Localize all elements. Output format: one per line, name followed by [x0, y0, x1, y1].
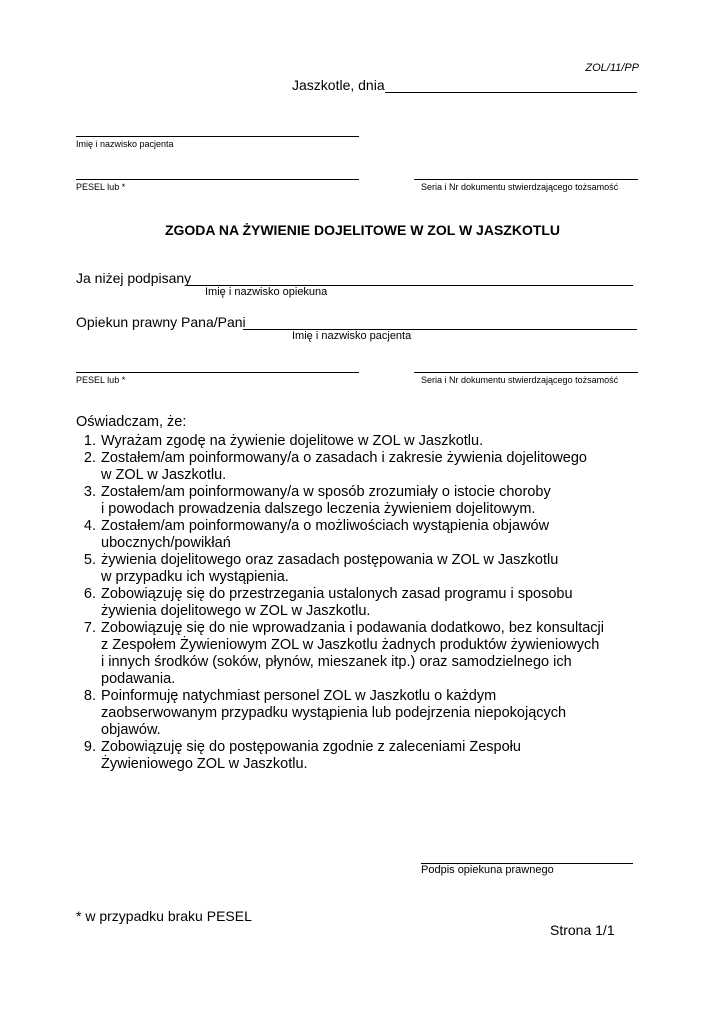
document-title: ZGODA NA ŻYWIENIE DOJELITOWE W ZOL W JASZKOTLU: [164, 222, 561, 238]
guardian-name-caption: Imię i nazwisko opiekuna: [205, 286, 328, 298]
signature-caption: Podpis opiekuna prawnego: [421, 864, 554, 876]
signer-prefix: Ja niżej podpisany: [76, 270, 192, 286]
date-field[interactable]: [385, 76, 637, 93]
declaration-item-number: 9.: [83, 739, 96, 755]
declaration-item-text: zaobserwowanym przypadku wystąpienia lub podejrzenia niepokojących: [101, 705, 567, 721]
declaration-item-number: 4.: [83, 518, 96, 534]
guardian-pesel-caption: PESEL lub *: [76, 375, 126, 385]
declaration-item-number: 3.: [83, 484, 96, 500]
patient-name-field[interactable]: [76, 120, 359, 137]
footnote: * w przypadku braku PESEL: [76, 908, 252, 924]
declaration-item-text: z Zespołem Żywieniowym ZOL w Jaszkotlu żadnych produktów żywieniowych: [101, 637, 600, 653]
signature-field[interactable]: [421, 847, 633, 864]
guardian-name-field[interactable]: [187, 269, 633, 286]
declaration-item-text: i powodach prowadzenia dalszego leczenia żywieniem dojelitowym.: [101, 501, 536, 517]
guardian-id-document-field[interactable]: [414, 356, 638, 373]
declaration-item-number: 8.: [83, 688, 96, 704]
declaration-item-text: ubocznych/powikłań: [101, 535, 231, 551]
ward-name-caption: Imię i nazwisko pacjenta: [292, 330, 412, 342]
patient-pesel-caption: PESEL lub *: [76, 182, 126, 192]
declaration-item-number: 6.: [83, 586, 96, 602]
declaration-item-number: 2.: [83, 450, 96, 466]
declaration-item-text: Zostałem/am poinformowany/a o możliwościach wystąpienia objawów: [101, 518, 550, 534]
declaration-intro: Oświadczam, że:: [76, 414, 187, 430]
patient-name-caption: Imię i nazwisko pacjenta: [76, 139, 174, 149]
declaration-item-number: 5.: [83, 552, 96, 568]
patient-id-document-field[interactable]: [414, 163, 638, 180]
place-date-label: Jaszkotle, dnia: [292, 77, 385, 93]
declaration-item-text: Zobowiązuję się do postępowania zgodnie z zaleceniami Zespołu: [101, 739, 521, 755]
declaration-item-text: żywienia dojelitowego w ZOL w Jaszkotlu.: [101, 603, 371, 619]
declaration-item-number: 7.: [83, 620, 96, 636]
declaration-item-text: w ZOL w Jaszkotlu.: [101, 467, 227, 483]
declaration-item-text: Zostałem/am poinformowany/a o zasadach i zakresie żywienia dojelitowego: [101, 450, 587, 466]
declaration-item-text: żywienia dojelitowego oraz zasadach postępowania w ZOL w Jaszkotlu: [101, 552, 559, 568]
declaration-item-text: Poinformuję natychmiast personel ZOL w Jaszkotlu o każdym: [101, 688, 497, 704]
declaration-item-text: Wyrażam zgodę na żywienie dojelitowe w ZOL w Jaszkotlu.: [101, 433, 484, 449]
declaration-item-text: Żywieniowego ZOL w Jaszkotlu.: [101, 756, 308, 772]
declaration-item-text: Zobowiązuję się do przestrzegania ustalonych zasad programu i sposobu: [101, 586, 573, 602]
declaration-item-text: Zobowiązuję się do nie wprowadzania i podawania dodatkowo, bez konsultacji: [101, 620, 604, 636]
patient-pesel-field[interactable]: [76, 163, 359, 180]
declaration-item-text: Zostałem/am poinformowany/a w sposób zrozumiały o istocie choroby: [101, 484, 551, 500]
declaration-item-number: 1.: [83, 433, 96, 449]
patient-id-document-caption: Seria i Nr dokumentu stwierdzającego tożsamość: [421, 182, 619, 192]
guardian-id-document-caption: Seria i Nr dokumentu stwierdzającego tożsamość: [421, 375, 619, 385]
declaration-item-text: i innych środków (soków, płynów, mieszanek itp.) oraz samodzielnego ich: [101, 654, 572, 670]
document-code: ZOL/11/PP: [585, 62, 639, 74]
declaration-item-text: w przypadku ich wystąpienia.: [101, 569, 289, 585]
declaration-item-text: podawania.: [101, 671, 176, 687]
page-number: Strona 1/1: [550, 922, 615, 938]
declaration-item-text: objawów.: [101, 722, 161, 738]
ward-name-field[interactable]: [243, 313, 637, 330]
guardian-pesel-field[interactable]: [76, 356, 359, 373]
guardian-prefix: Opiekun prawny Pana/Pani: [76, 314, 246, 330]
